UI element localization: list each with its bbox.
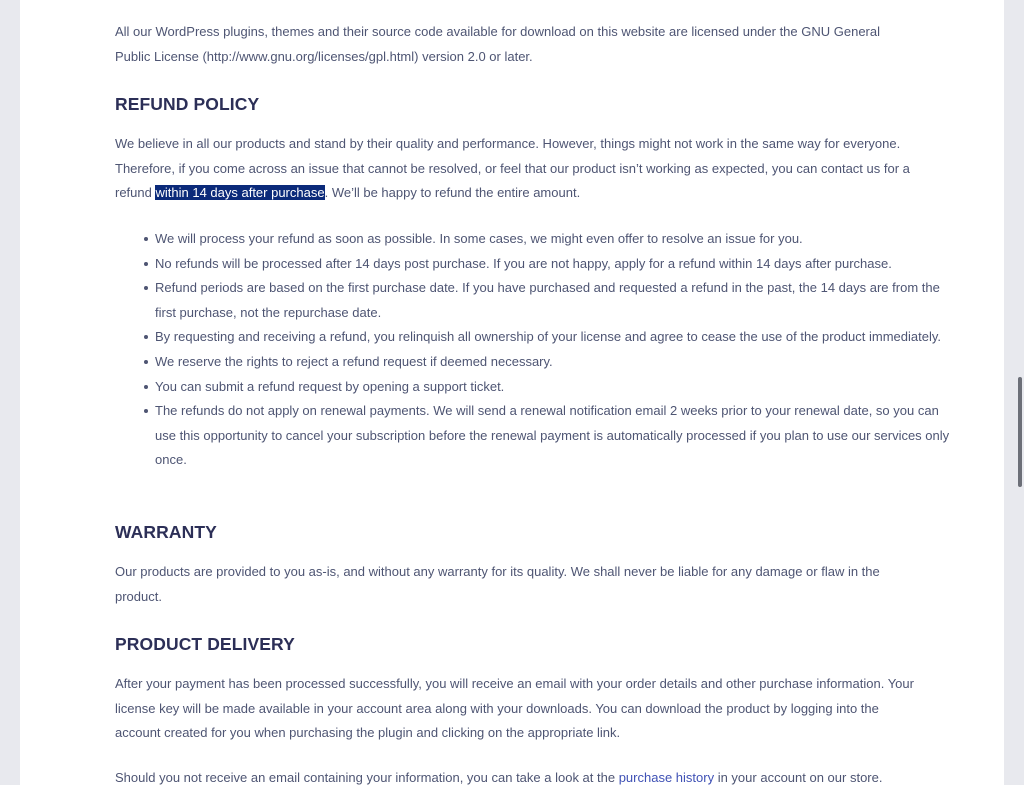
list-item: The refunds do not apply on renewal payments. We will send a renewal notification email 2 weeks prior to your renewal date, so you can use this opportunity to cancel your subscription before the renewal payment is automatically processed if you plan to use our services only once.	[155, 399, 955, 473]
list-item: We will process your refund as soon as possible. In some cases, we might even offer to resolve an issue for you.	[155, 227, 955, 252]
vertical-scrollbar[interactable]	[1017, 0, 1024, 785]
purchase-history-paragraph	[115, 766, 915, 785]
product-delivery-heading: PRODUCT DELIVERY	[115, 634, 295, 654]
warranty-heading: WARRANTY	[115, 522, 217, 542]
refund-intro-text: We believe in all our products and stand by their quality and performance. However, things might not work in the same way for everyone. Therefore, if you come across an issue that cannot be resolved, or feel that our product isn’t working as expected, you can contact us for a refund	[115, 136, 910, 201]
purchase-history-text-end: in your account on our store.	[714, 770, 883, 785]
refund-intro-text-end: . We’ll be happy to refund the entire amount.	[324, 185, 581, 201]
license-paragraph: All our WordPress plugins, themes and their source code available for download on this website are licensed under the GNU General Public License (http://www.gnu.org/licenses/gpl.html) version 2.0 or later.	[115, 24, 881, 64]
refund-policy-heading: REFUND POLICY	[115, 94, 260, 114]
list-item: No refunds will be processed after 14 days post purchase. If you are not happy, apply for a refund within 14 days after purchase.	[155, 252, 955, 277]
refund-intro-paragraph	[115, 132, 915, 206]
list-item: We reserve the rights to reject a refund request if deemed necessary.	[155, 350, 955, 375]
purchase-history-link[interactable]: purchase history	[618, 770, 715, 785]
selected-text-highlight[interactable]: within 14 days after purchase	[155, 185, 325, 201]
page-container	[20, 0, 1004, 785]
list-item: By requesting and receiving a refund, you relinquish all ownership of your license and agree to cease the use of the product immediately.	[155, 325, 955, 350]
list-item: Refund periods are based on the first purchase date. If you have purchased and requested a refund in the past, the 14 days are from the first purchase, not the repurchase date.	[155, 276, 955, 325]
purchase-history-text: Should you not receive an email containing your information, you can take a look at the	[115, 770, 619, 785]
scrollbar-thumb[interactable]	[1018, 377, 1022, 487]
refund-terms-list	[115, 227, 955, 473]
warranty-paragraph: Our products are provided to you as-is, and without any warranty for its quality. We shall never be liable for any damage or flaw in the product.	[115, 564, 880, 604]
delivery-paragraph: After your payment has been processed successfully, you will receive an email with your order details and other purchase information. Your license key will be made available in your account area along with your downloads. You can download the product by logging into the account created for you when purchasing the plugin and clicking on the appropriate link.	[115, 676, 914, 741]
list-item: You can submit a refund request by opening a support ticket.	[155, 375, 955, 400]
